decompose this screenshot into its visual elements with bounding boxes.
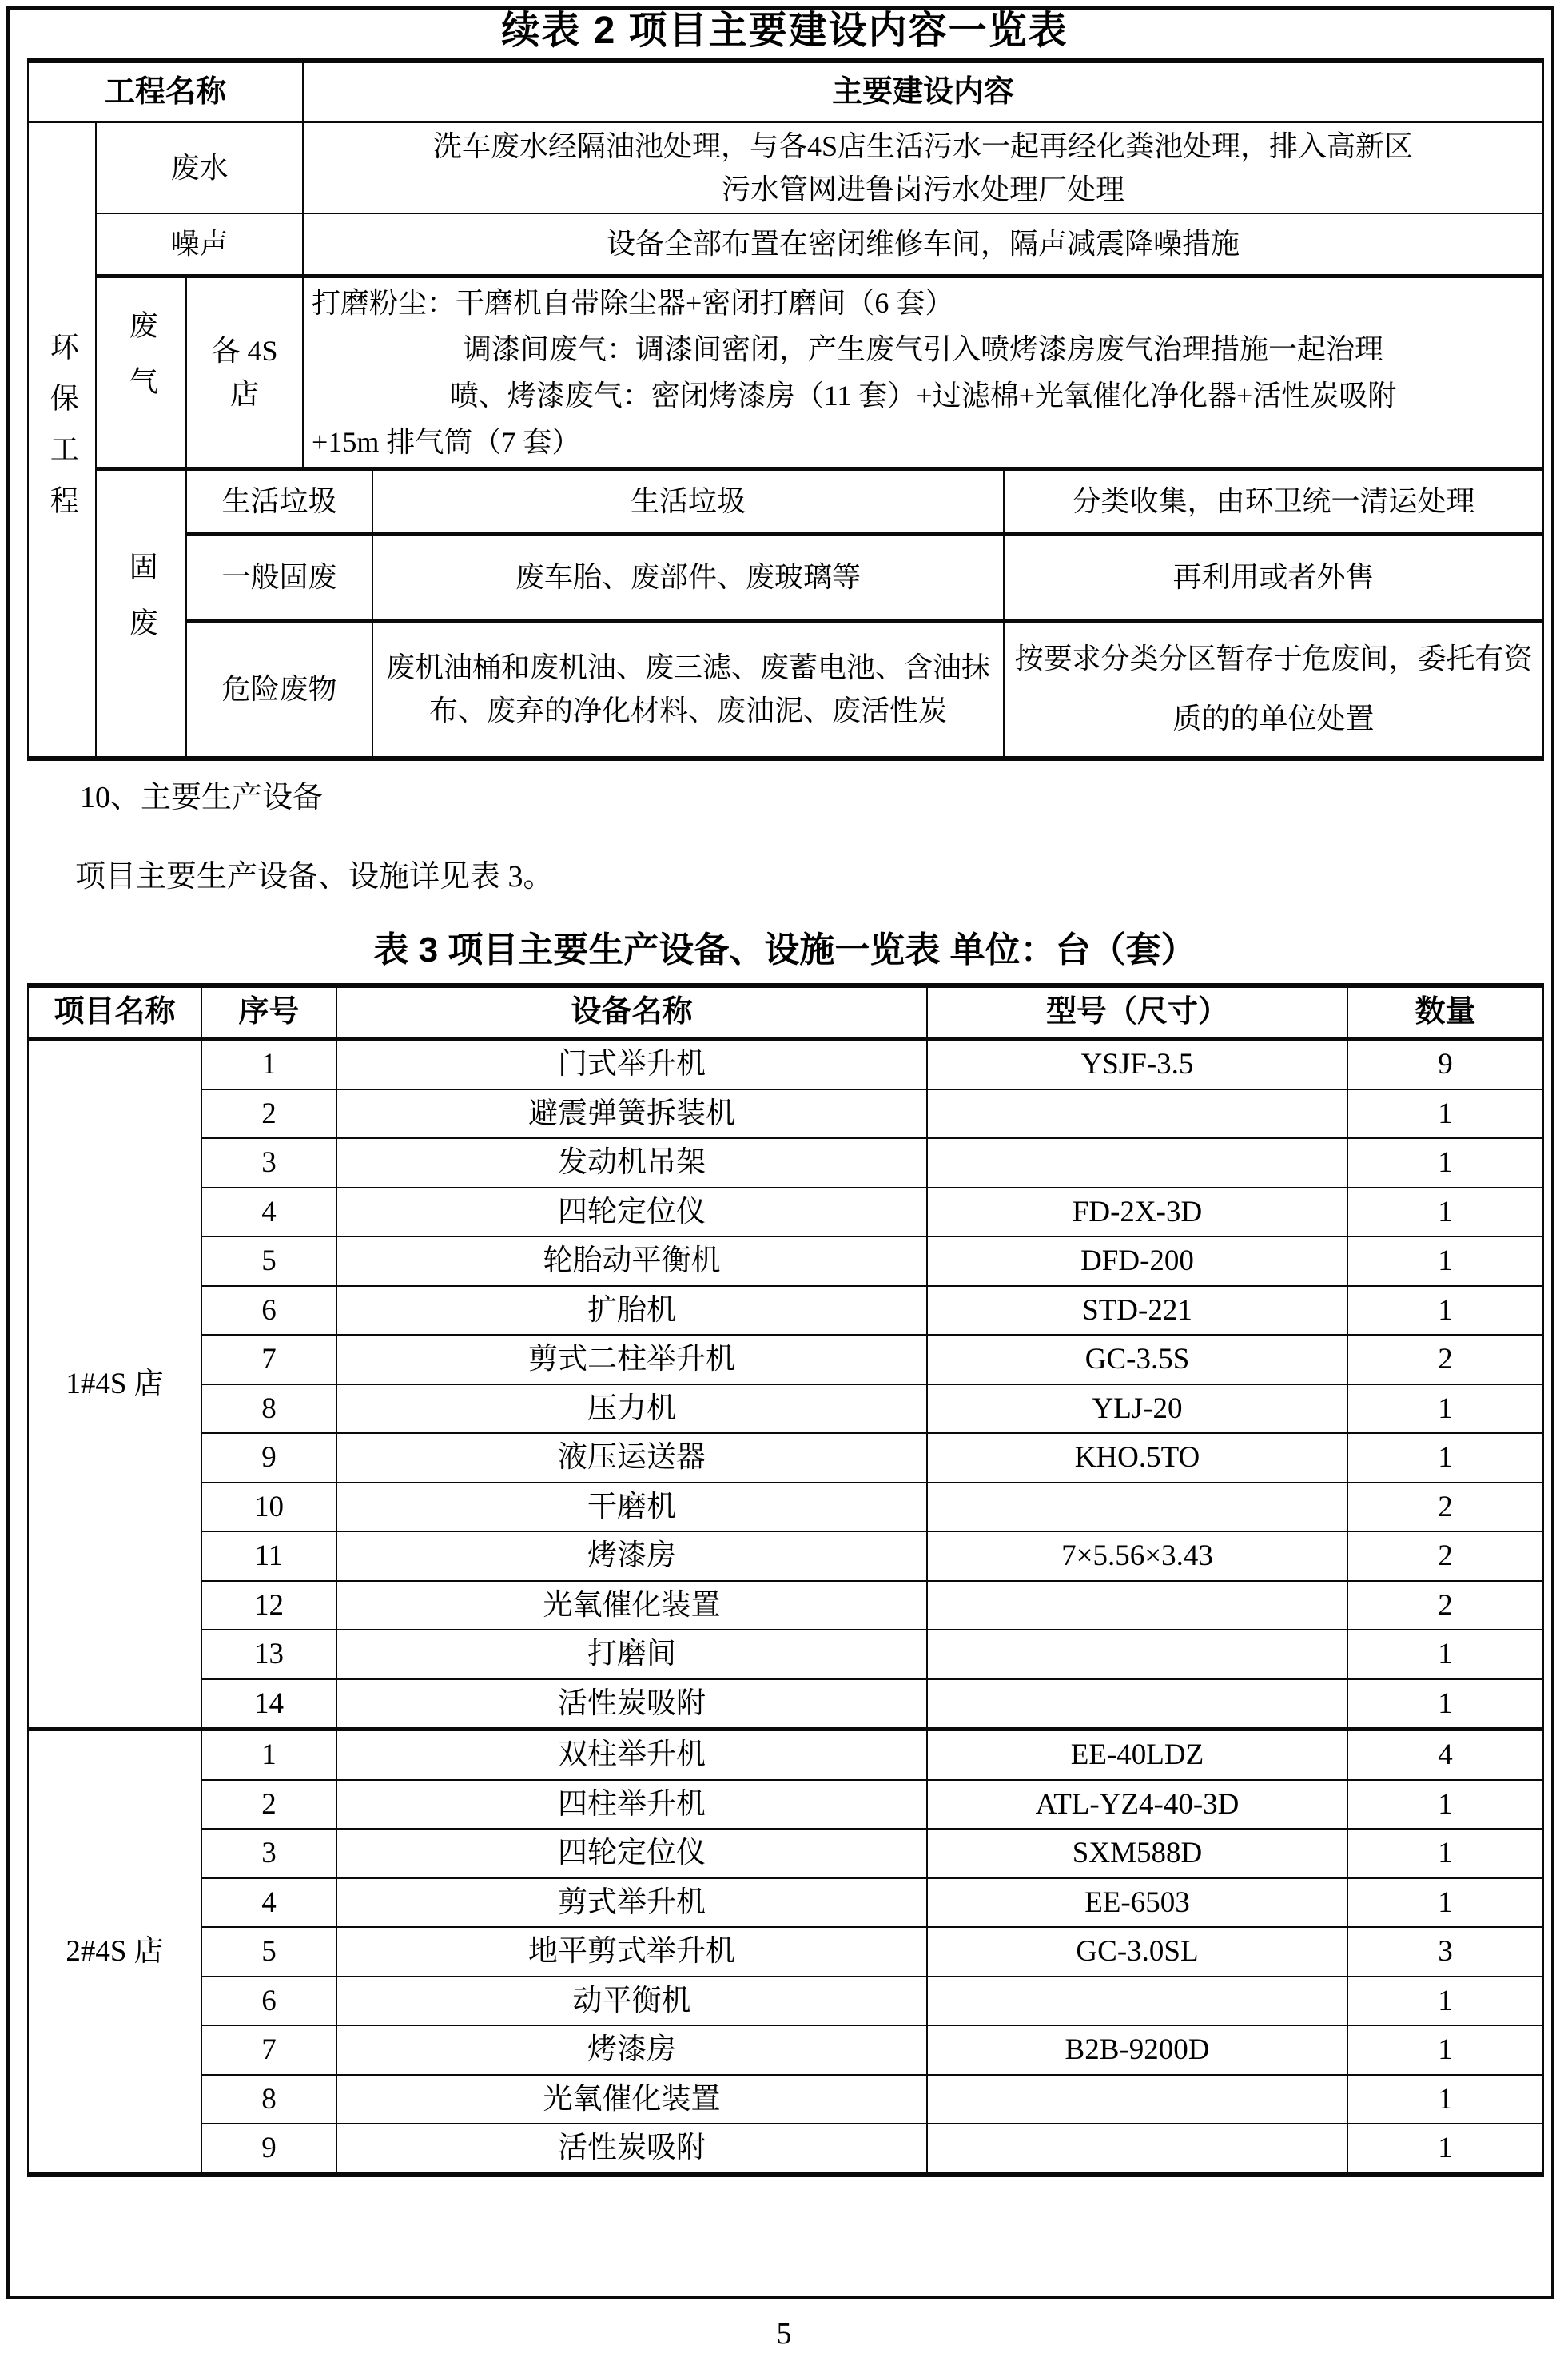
seq-cell: 8: [201, 1384, 336, 1434]
store1-name-cell: 1#4S 店: [28, 1039, 201, 1730]
model-cell: [927, 1630, 1347, 1679]
device-name-cell: 干磨机: [336, 1483, 927, 1532]
waste-gas-scope-cell: [186, 276, 303, 468]
waste-gas-line-4: +15m 排气筒（7 套）: [312, 425, 581, 458]
device-name-cell: 双柱举升机: [336, 1730, 927, 1780]
quantity-cell: 1: [1347, 1286, 1543, 1336]
domestic-garbage-disposal: 分类收集，由环卫统一清运处理: [1004, 468, 1543, 534]
model-cell: FD-2X-3D: [927, 1188, 1347, 1237]
waste-gas-label: 废气: [125, 310, 158, 422]
waste-gas-line-1: 打磨粉尘：干磨机自带除尘器+密闭打磨间（6 套）: [312, 286, 954, 319]
solid-waste-label: 固废: [125, 551, 158, 663]
quantity-cell: 2: [1347, 1531, 1543, 1581]
device-name-cell: 光氧催化装置: [336, 1581, 927, 1630]
model-cell: DFD-200: [927, 1236, 1347, 1286]
header-project-name: 工程名称: [28, 61, 303, 122]
model-cell: KHO.5TO: [927, 1433, 1347, 1483]
domestic-garbage-desc: 生活垃圾: [372, 468, 1004, 534]
table3-title: 表 3 项目主要生产设备、设施一览表 单位：台（套）: [373, 930, 1196, 969]
seq-cell: 8: [201, 2075, 336, 2124]
noise-label: 噪声: [96, 213, 303, 276]
device-name-cell: 光氧催化装置: [336, 2075, 927, 2124]
model-cell: GC-3.5S: [927, 1335, 1347, 1384]
wastewater-label: 废水: [96, 122, 303, 213]
col-header-qty: 数量: [1347, 985, 1543, 1039]
wastewater-content: [303, 122, 1543, 213]
model-cell: STD-221: [927, 1286, 1347, 1336]
construction-content-table: [27, 58, 1544, 761]
quantity-cell: 1: [1347, 1089, 1543, 1139]
quantity-cell: 1: [1347, 1977, 1543, 2026]
domestic-garbage-label: 生活垃圾: [186, 468, 372, 534]
device-name-cell: 门式举升机: [336, 1039, 927, 1089]
model-cell: EE-6503: [927, 1878, 1347, 1928]
col-header-device: 设备名称: [336, 985, 927, 1039]
header-main-content: 主要建设内容: [303, 61, 1543, 122]
env-protection-label: 环保工程: [46, 331, 79, 536]
device-name-cell: 液压运送器: [336, 1433, 927, 1483]
store2-name-cell: 2#4S 店: [28, 1730, 201, 2175]
model-cell: EE-40LDZ: [927, 1730, 1347, 1780]
seq-cell: 3: [201, 1138, 336, 1188]
model-cell: 7×5.56×3.43: [927, 1531, 1347, 1581]
quantity-cell: 1: [1347, 1138, 1543, 1188]
waste-gas-scope-line2: 店: [230, 377, 260, 410]
page-number: 5: [776, 2317, 792, 2351]
waste-gas-content: [303, 276, 1543, 468]
waste-gas-line-3: 喷、烤漆废气：密闭烤漆房（11 套）+过滤棉+光氧催化净化器+活性炭吸附: [449, 379, 1397, 412]
model-cell: B2B-9200D: [927, 2025, 1347, 2075]
seq-cell: 11: [201, 1531, 336, 1581]
model-cell: [927, 1138, 1347, 1188]
quantity-cell: 1: [1347, 1630, 1543, 1679]
quantity-cell: 1: [1347, 2124, 1543, 2175]
device-name-cell: 剪式举升机: [336, 1878, 927, 1928]
seq-cell: 10: [201, 1483, 336, 1532]
solid-waste-label-cell: [96, 468, 186, 758]
device-name-cell: 发动机吊架: [336, 1138, 927, 1188]
quantity-cell: 1: [1347, 2075, 1543, 2124]
device-name-cell: 地平剪式举升机: [336, 1927, 927, 1977]
quantity-cell: 9: [1347, 1039, 1543, 1089]
model-cell: YSJF-3.5: [927, 1039, 1347, 1089]
table2-title: 续表 2 项目主要建设内容一览表: [501, 10, 1069, 52]
quantity-cell: 2: [1347, 1581, 1543, 1630]
device-name-cell: 剪式二柱举升机: [336, 1335, 927, 1384]
model-cell: YLJ-20: [927, 1384, 1347, 1434]
device-name-cell: 避震弹簧拆装机: [336, 1089, 927, 1139]
seq-cell: 9: [201, 1433, 336, 1483]
quantity-cell: 1: [1347, 1384, 1543, 1434]
quantity-cell: 1: [1347, 1878, 1543, 1928]
model-cell: [927, 1089, 1347, 1139]
model-cell: SXM588D: [927, 1829, 1347, 1878]
device-name-cell: 动平衡机: [336, 1977, 927, 2026]
section-heading: 10、主要生产设备: [80, 781, 324, 814]
seq-cell: 13: [201, 1630, 336, 1679]
model-cell: GC-3.0SL: [927, 1927, 1347, 1977]
device-name-cell: 打磨间: [336, 1630, 927, 1679]
seq-cell: 3: [201, 1829, 336, 1878]
seq-cell: 4: [201, 1188, 336, 1237]
seq-cell: 6: [201, 1977, 336, 2026]
quantity-cell: 1: [1347, 1433, 1543, 1483]
seq-cell: 7: [201, 2025, 336, 2075]
device-name-cell: 扩胎机: [336, 1286, 927, 1336]
quantity-cell: 1: [1347, 1236, 1543, 1286]
quantity-cell: 1: [1347, 1679, 1543, 1730]
hazardous-waste-label: 危险废物: [186, 620, 372, 758]
quantity-cell: 1: [1347, 1829, 1543, 1878]
env-protection-label-cell: [28, 122, 96, 758]
model-cell: [927, 1483, 1347, 1532]
quantity-cell: 2: [1347, 1335, 1543, 1384]
general-solid-waste-disposal: 再利用或者外售: [1004, 534, 1543, 620]
quantity-cell: 1: [1347, 2025, 1543, 2075]
seq-cell: 7: [201, 1335, 336, 1384]
col-header-model: 型号（尺寸）: [927, 985, 1347, 1039]
col-header-project: 项目名称: [28, 985, 201, 1039]
seq-cell: 12: [201, 1581, 336, 1630]
device-name-cell: 活性炭吸附: [336, 2124, 927, 2175]
hazardous-waste-disposal: 按要求分类分区暂存于危废间，委托有资质的的单位处置: [1004, 620, 1543, 758]
wastewater-line1: 洗车废水经隔油池处理，与各4S店生活污水一起再经化粪池处理，排入高新区: [433, 130, 1414, 162]
device-name-cell: 轮胎动平衡机: [336, 1236, 927, 1286]
seq-cell: 9: [201, 2124, 336, 2175]
seq-cell: 1: [201, 1730, 336, 1780]
seq-cell: 5: [201, 1927, 336, 1977]
seq-cell: 2: [201, 1089, 336, 1139]
model-cell: ATL-YZ4-40-3D: [927, 1780, 1347, 1830]
seq-cell: 1: [201, 1039, 336, 1089]
waste-gas-line-2: 调漆间废气：调漆间密闭，产生废气引入喷烤漆房废气治理措施一起治理: [463, 332, 1384, 365]
waste-gas-label-cell: [96, 276, 186, 468]
quantity-cell: 4: [1347, 1730, 1543, 1780]
quantity-cell: 1: [1347, 1780, 1543, 1830]
model-cell: [927, 1977, 1347, 2026]
seq-cell: 4: [201, 1878, 336, 1928]
model-cell: [927, 1679, 1347, 1730]
model-cell: [927, 2075, 1347, 2124]
noise-content: 设备全部布置在密闭维修车间，隔声减震降噪措施: [303, 213, 1543, 276]
seq-cell: 5: [201, 1236, 336, 1286]
device-name-cell: 四轮定位仪: [336, 1829, 927, 1878]
col-header-seq: 序号: [201, 985, 336, 1039]
model-cell: [927, 1581, 1347, 1630]
equipment-table: [27, 983, 1544, 2177]
general-solid-waste-desc: 废车胎、废部件、废玻璃等: [372, 534, 1004, 620]
waste-gas-scope-line1: 各 4S: [211, 334, 278, 367]
model-cell: [927, 2124, 1347, 2175]
general-solid-waste-label: 一般固废: [186, 534, 372, 620]
quantity-cell: 2: [1347, 1483, 1543, 1532]
seq-cell: 14: [201, 1679, 336, 1730]
wastewater-line2: 污水管网进鲁岗污水处理厂处理: [722, 173, 1125, 205]
device-name-cell: 烤漆房: [336, 2025, 927, 2075]
device-name-cell: 四轮定位仪: [336, 1188, 927, 1237]
seq-cell: 6: [201, 1286, 336, 1336]
device-name-cell: 活性炭吸附: [336, 1679, 927, 1730]
device-name-cell: 压力机: [336, 1384, 927, 1434]
section-paragraph: 项目主要生产设备、设施详见表 3。: [75, 860, 554, 894]
device-name-cell: 烤漆房: [336, 1531, 927, 1581]
quantity-cell: 1: [1347, 1188, 1543, 1237]
hazardous-waste-desc: 废机油桶和废机油、废三滤、废蓄电池、含油抹布、废弃的净化材料、废油泥、废活性炭: [372, 620, 1004, 758]
device-name-cell: 四柱举升机: [336, 1780, 927, 1830]
quantity-cell: 3: [1347, 1927, 1543, 1977]
seq-cell: 2: [201, 1780, 336, 1830]
